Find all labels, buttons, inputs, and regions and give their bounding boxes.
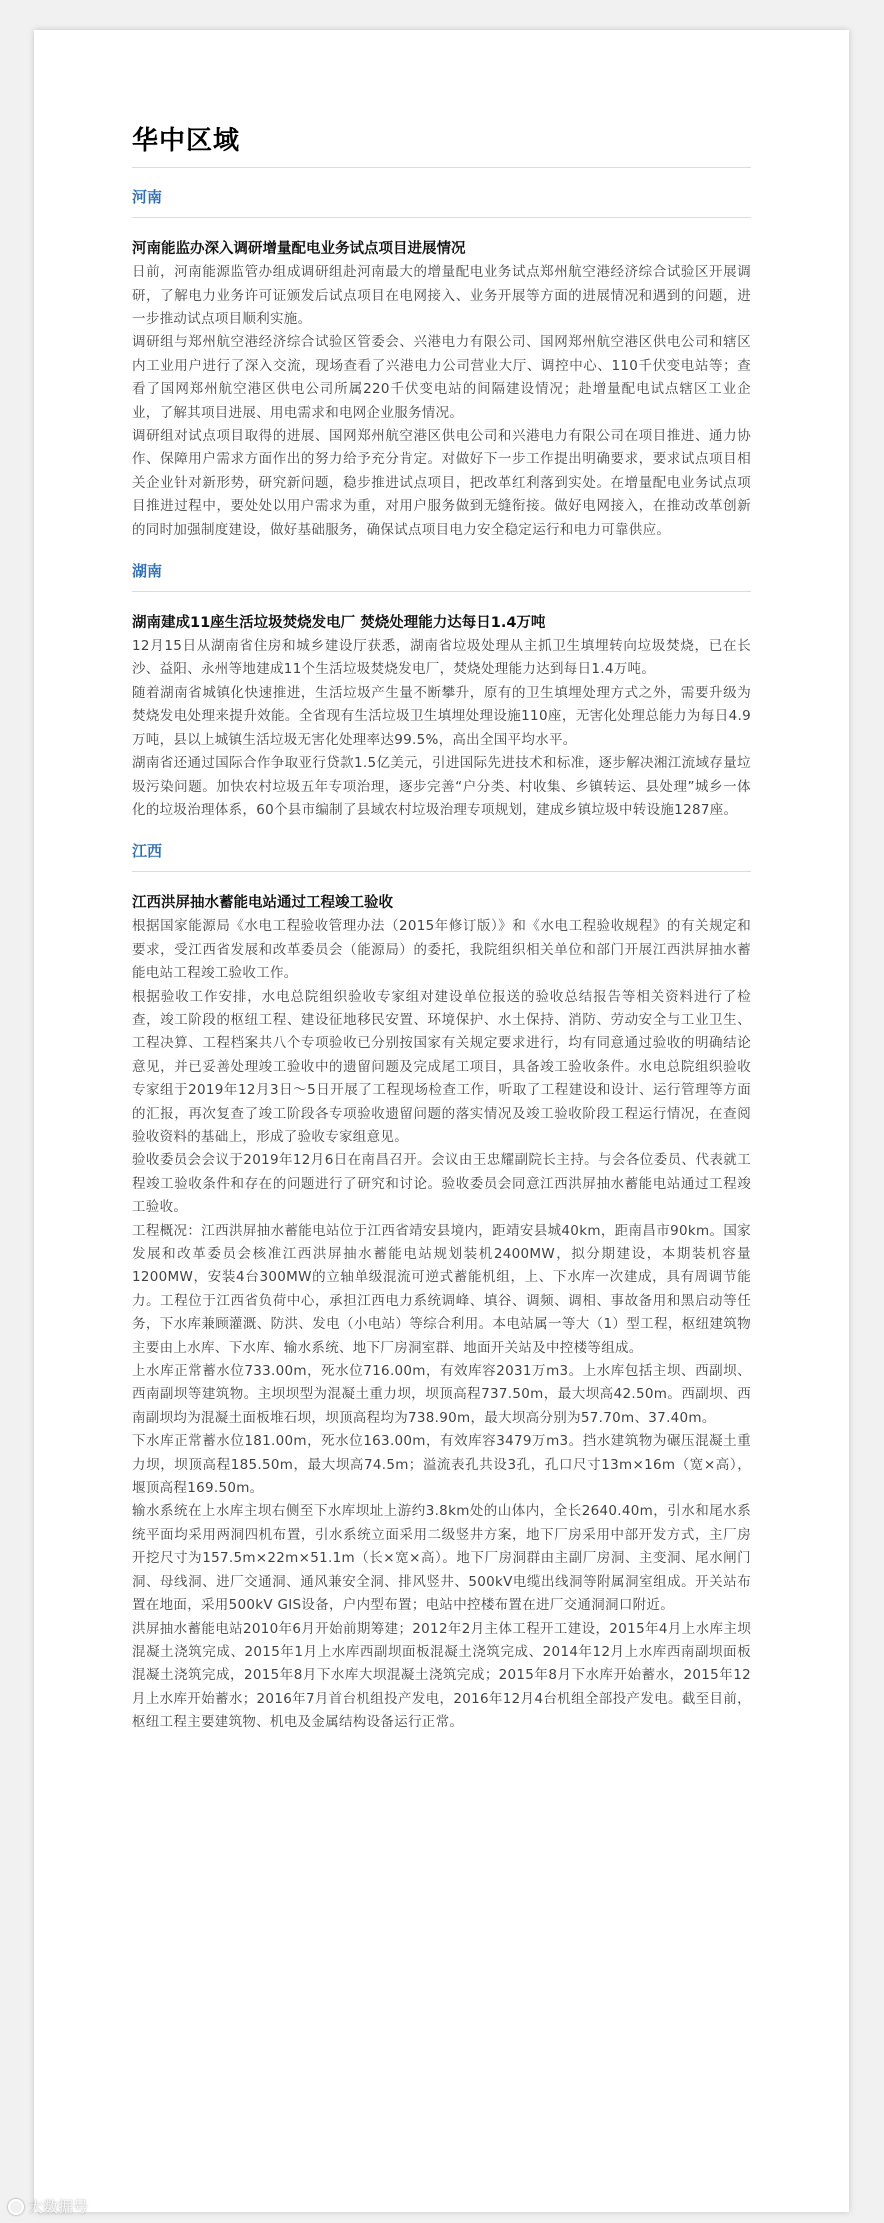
paragraph: 调研组与郑州航空港经济综合试验区管委会、兴港电力有限公司、国网郑州航空港区供电公司和辖区内工业用户进行了深入交流，现场查看了兴港电力公司营业大厅、调控中心、110千伏变电站等；查看了国网郑州航空港区供电公司所属220千伏变电站的间隔建设情况；赴增量配电试点辖区工业企业，了解其项目进展、用电需求和电网企业服务情况。 [132, 334, 751, 421]
paragraph: 输水系统在上水库主坝右侧至下水库坝址上游约3.8km处的山体内，全长2640.40m，引水和尾水系统平面均采用两洞四机布置，引水系统立面采用二级竖井方案，地下厂房采用中部开发方式，主厂房开挖尺寸为157.5m×22m×51.1m（长×宽×高）。地下厂房洞群由主副厂房洞、主变洞、尾水闸门洞、母线洞、进厂交通洞、通风兼安全洞、排风竖井、500kV电缆出线洞等附属洞室组成。开关站布置在地面，采用500kV GIS设备，户内型布置；电站中控楼布置在进厂交通洞洞口附近。 [132, 1503, 751, 1614]
article-title: 河南能监办深入调研增量配电业务试点项目进展情况 [132, 241, 466, 258]
section-hunan [132, 562, 751, 822]
paragraph: 12月15日从湖南省住房和城乡建设厅获悉，湖南省垃圾处理从主抓卫生填埋转向垃圾焚烧，已在长沙、益阳、永州等地建成11个生活垃圾焚烧发电厂，焚烧处理能力达到每日1.4万吨。 [132, 638, 751, 678]
watermark-text: 大数据号 [28, 2198, 89, 2216]
article-title: 江西洪屏抽水蓄能电站通过工程竣工验收 [132, 895, 393, 912]
document-card [34, 30, 849, 2212]
province-heading: 湖南 [132, 562, 751, 592]
paragraph: 工程概况：江西洪屏抽水蓄能电站位于江西省靖安县境内，距靖安县城40km，距南昌市90km。国家发展和改革委员会核准江西洪屏抽水蓄能电站规划装机2400MW，拟分期建设，本期装机容量1200MW，安装4台300MW的立轴单级混流可逆式蓄能机组，上、下水库一次建成，具有周调节能力。工程位于江西省负荷中心，承担江西电力系统调峰、填谷、调频、调相、事故备用和黑启动等任务，下水库兼顾灌溉、防洪、发电（小电站）等综合利用。本电站属一等大（1）型工程，枢纽建筑物主要由上水库、下水库、输水系统、地下厂房洞室群、地面开关站及中控楼等组成。 [132, 1222, 751, 1356]
paragraph: 湖南省还通过国际合作争取亚行贷款1.5亿美元，引进国际先进技术和标准，逐步解决湘江流域存量垃圾污染问题。加快农村垃圾五年专项治理，逐步完善“户分类、村收集、乡镇转运、县处理”城乡一体化的垃圾治理体系，60个县市编制了县域农村垃圾治理专项规划，建成乡镇垃圾中转设施1287座。 [132, 755, 751, 818]
section-jiangxi [132, 842, 751, 1734]
province-heading: 江西 [132, 842, 751, 872]
paragraph: 日前，河南能源监管办组成调研组赴河南最大的增量配电业务试点郑州航空港经济综合试验区开展调研，了解电力业务许可证颁发后试点项目在电网接入、业务开展等方面的进展情况和遇到的问题，进一步推动试点项目顺利实施。 [132, 264, 751, 327]
paragraph: 验收委员会会议于2019年12月6日在南昌召开。会议由王忠耀副院长主持。与会各位委员、代表就工程竣工验收条件和存在的问题进行了研究和讨论。验收委员会同意江西洪屏抽水蓄能电站通过工程竣工验收。 [132, 1152, 751, 1216]
article-title: 湖南建成11座生活垃圾焚烧发电厂 焚烧处理能力达每日1.4万吨 [132, 615, 546, 632]
paragraph: 根据国家能源局《水电工程验收管理办法（2015年修订版）》和《水电工程验收规程》的有关规定和要求，受江西省发展和改革委员会（能源局）的委托，我院组织相关单位和部门开展江西洪屏抽水蓄能电站工程竣工验收工作。 [132, 918, 751, 982]
paragraph: 洪屏抽水蓄能电站2010年6月开始前期筹建；2012年2月主体工程开工建设，2015年4月上水库主坝混凝土浇筑完成、2015年1月上水库西副坝面板混凝土浇筑完成、2014年12月上水库西南副坝面板混凝土浇筑完成，2015年8月下水库大坝混凝土浇筑完成；2015年8月下水库开始蓄水，2015年12月上水库开始蓄水；2016年7月首台机组投产发电，2016年12月4台机组全部投产发电。截至目前，枢纽工程主要建筑物、机电及金属结构设备运行正常。 [132, 1620, 751, 1731]
paragraph: 调研组对试点项目取得的进展、国网郑州航空港区供电公司和兴港电力有限公司在项目推进、通力协作、保障用户需求方面作出的努力给予充分肯定。对做好下一步工作提出明确要求，要求试点项目相关企业针对新形势，研究新问题，稳步推进试点项目，把改革红利落到实处。在增量配电业务试点项目推进过程中，要处处以用户需求为重，对用户服务做到无缝衔接。做好电网接入，在推动改革创新的同时加强制度建设，做好基础服务，确保试点项目电力安全稳定运行和电力可靠供应。 [132, 428, 751, 538]
paragraph: 下水库正常蓄水位181.00m，死水位163.00m，有效库容3479万m3。挡水建筑物为碾压混凝土重力坝，坝顶高程185.50m，最大坝高74.5m；溢流表孔共设3孔，孔口尺寸13m×16m（宽×高），堰顶高程169.50m。 [132, 1433, 751, 1497]
paragraph: 上水库正常蓄水位733.00m，死水位716.00m，有效库容2031万m3。上水库包括主坝、西副坝、西南副坝等建筑物。主坝坝型为混凝土重力坝，坝顶高程737.50m，最大坝高42.50m。西副坝、西南副坝均为混凝土面板堆石坝，坝顶高程均为738.90m，最大坝高分别为57.70m、37.40m。 [132, 1363, 751, 1426]
paragraph: 随着湖南省城镇化快速推进，生活垃圾产生量不断攀升，原有的卫生填埋处理方式之外，需要升级为焚烧发电处理来提升效能。全省现有生活垃圾卫生填埋处理设施110座，无害化处理总能力为每日4.9万吨，县以上城镇生活垃圾无害化处理率达99.5%，高出全国平均水平。 [132, 684, 751, 748]
province-heading: 河南 [132, 188, 751, 218]
paragraph: 根据验收工作安排，水电总院组织验收专家组对建设单位报送的验收总结报告等相关资料进行了检查，竣工阶段的枢纽工程、建设征地移民安置、环境保护、水土保持、消防、劳动安全与工业卫生、工程决算、工程档案共八个专项验收已分别按国家有关规定要求进行，均有同意通过验收的明确结论意见，并已妥善处理竣工验收中的遗留问题及完成尾工项目，具备竣工验收条件。水电总院组织验收专家组于2019年12月3日～5日开展了工程现场检查工作，听取了工程建设和设计、运行管理等方面的汇报，再次复查了竣工阶段各专项验收遗留问题的落实情况及竣工验收阶段工程运行情况，在查阅验收资料的基础上，形成了验收专家组意见。 [132, 988, 751, 1145]
section-henan [132, 188, 751, 542]
region-title: 华中区域 [132, 126, 751, 168]
watermark [8, 2196, 88, 2217]
watermark-logo-icon [8, 2199, 24, 2215]
